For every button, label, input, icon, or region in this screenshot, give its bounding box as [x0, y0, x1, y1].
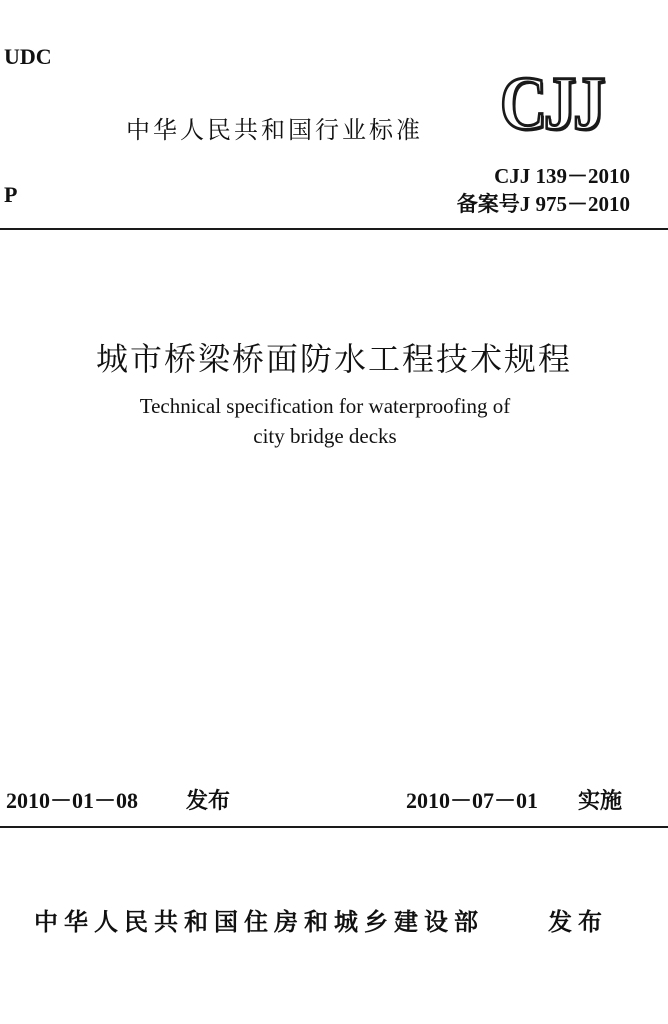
industry-standard-heading: 中华人民共和国行业标准: [126, 116, 423, 144]
cjj-logo: CJJ: [500, 62, 603, 146]
issue-date: 2010－01－08: [6, 788, 139, 813]
issuing-authority: 中华人民共和国住房和城乡建设部: [34, 908, 484, 936]
issue-label: 发布: [186, 789, 231, 814]
authority-issue-label: 发布: [548, 908, 608, 936]
implementation-date: 2010－07－01: [406, 788, 539, 813]
bottom-divider: [0, 826, 668, 828]
document-title-english-line1: Technical specification for waterproofing of: [139, 394, 511, 418]
filing-number: 备案号J 975－2010: [456, 192, 630, 216]
top-divider: [0, 228, 668, 230]
standard-number: CJJ 139－2010: [494, 164, 630, 188]
udc-label: UDC: [4, 44, 52, 69]
implementation-label: 实施: [578, 789, 623, 814]
category-code: P: [4, 182, 18, 207]
document-title-chinese: 城市桥梁桥面防水工程技术规程: [95, 340, 572, 378]
document-title-english-line2: city bridge decks: [253, 424, 397, 448]
